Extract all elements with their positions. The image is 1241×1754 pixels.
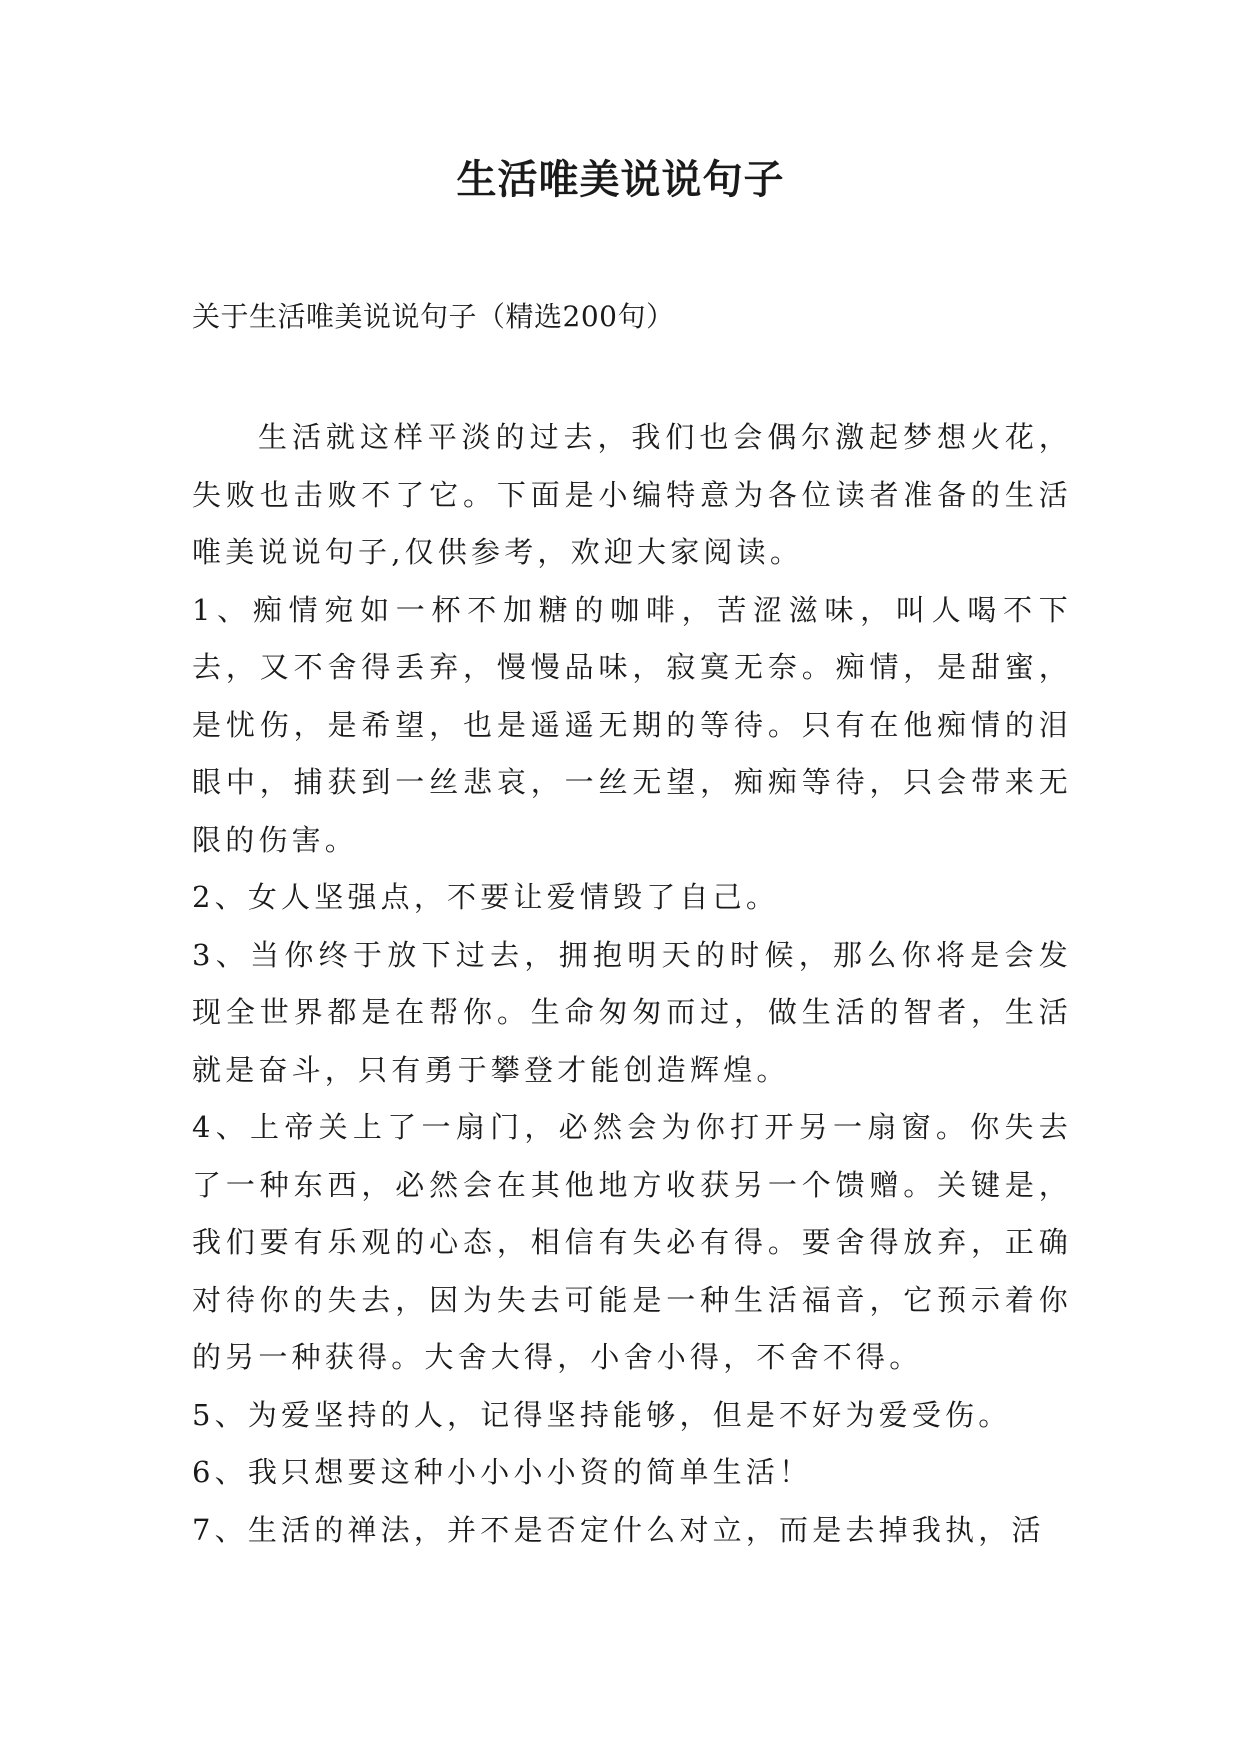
list-item: 6、我只想要这种小小小小资的简单生活！ [192,1455,813,1489]
document-subtitle: 关于生活唯美说说句子（精选200句） [192,300,675,333]
document-title: 生活唯美说说句子 [456,157,785,203]
list-item: 5、为爱坚持的人，记得坚持能够，但是不好为爱受伤。 [192,1397,1012,1432]
list-item: 3、当你终于放下过去，拥抱明天的时候，那么你将是会发现全世界都是在帮你。生命匆匆而过，做生活的智者，生活就是奋斗，只有勇于攀登才能创造辉煌。 [192,937,1072,1087]
list-item: 7、生活的禅法，并不是否定什么对立，而是去掉我执，活 [192,1512,1045,1547]
list-item: 4、上帝关上了一扇门，必然会为你打开另一扇窗。你失去了一种东西，必然会在其他地方收获另一个馈赠。关键是，我们要有乐观的心态，相信有失必有得。要舍得放弃，正确对待你的失去，因为失去可能是一种生活福音，它预示着你的另一种获得。大舍大得，小舍小得，不舍不得。 [192,1110,1072,1374]
intro-paragraph: 生活就这样平淡的过去，我们也会偶尔激起梦想火花，失败也击败不了它。下面是小编特意为各位读者准备的生活唯美说说句子,仅供参考，欢迎大家阅读。 [192,420,1072,569]
document-body [192,409,1072,1559]
list-item: 2、女人坚强点，不要让爱情毁了自己。 [192,880,780,914]
list-item: 1、痴情宛如一杯不加糖的咖啡，苦涩滋味，叫人喝不下去，又不舍得丢弃，慢慢品味，寂寞无奈。痴情，是甜蜜，是忧伤，是希望，也是遥遥无期的等待。只有在他痴情的泪眼中，捕获到一丝悲哀，一丝无望，痴痴等待，只会带来无限的伤害。 [192,592,1072,857]
